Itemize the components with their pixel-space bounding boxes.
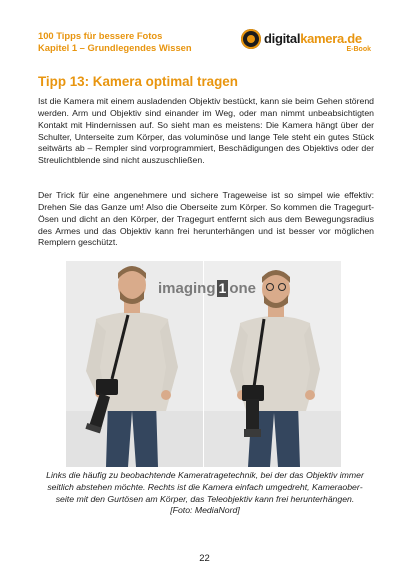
chapter-title: Kapitel 1 – Grundlegendes Wissen [38, 41, 192, 53]
book-title: 100 Tipps für bessere Fotos [38, 30, 163, 41]
body-paragraph-2: Der Trick für eine angenehmere und sichere Trageweise ist so simpel wie effektiv: Drehen Sie das Ganze um! Also die Oberseite zum Körper. So kommen die Tragegurt-Ösen und dicht an den Körper, der Tragegurt entfernt sich aus dem Bewegungsradius des Armes und das Objektiv kann frei herunterhängen und ist besser vor möglichen Remplern geschützt. [38, 190, 374, 248]
page-number: 22 [199, 553, 210, 564]
body-paragraph-1: Ist die Kamera mit einem ausladenden Objektiv bestückt, kann sie beim Gehen störend werden. Arm und Objektiv sind einander im Weg, oder man nimmt unbeabsichtigten Kontakt mit Hindernissen auf. So sieht man es meistens: Die Kamera hängt über der Schulter, Unterseite zum Körper, das voluminöse und lange Tele steht ein gutes Stück seitwärts ab – Rempler sind vorprogrammiert, Beschädigungen des Objektivs oder der Streulichtblende sind nicht auszuschließen. [38, 96, 374, 166]
brand-subtitle: E-Book [346, 46, 371, 53]
watermark-part2: one [229, 280, 256, 297]
photo-caption: Links die häufig zu beobachtende Kameratragetechnik, bei der das Objektiv immer seitlich abstehen möchte. Rechts ist die Kamera einfach umgedreht, Kameraoberseite mit den Gurtösen am Körper, das Teleobjektiv kann frei herunterhängen. [Foto: MediaNord] [46, 470, 364, 516]
watermark-part1: imaging [158, 280, 216, 297]
brand-logo [241, 29, 371, 55]
brand-name-part1: digital [264, 31, 301, 46]
brand-name [264, 31, 362, 46]
tip-title: Tipp 13: Kamera optimal tragen [38, 74, 238, 89]
watermark-number: 1 [218, 280, 227, 296]
imaging-one-watermark [158, 279, 256, 298]
brand-name-part2: kamera.de [300, 31, 362, 46]
chapter-header [38, 30, 192, 53]
camera-lens-logo-icon [241, 29, 261, 49]
